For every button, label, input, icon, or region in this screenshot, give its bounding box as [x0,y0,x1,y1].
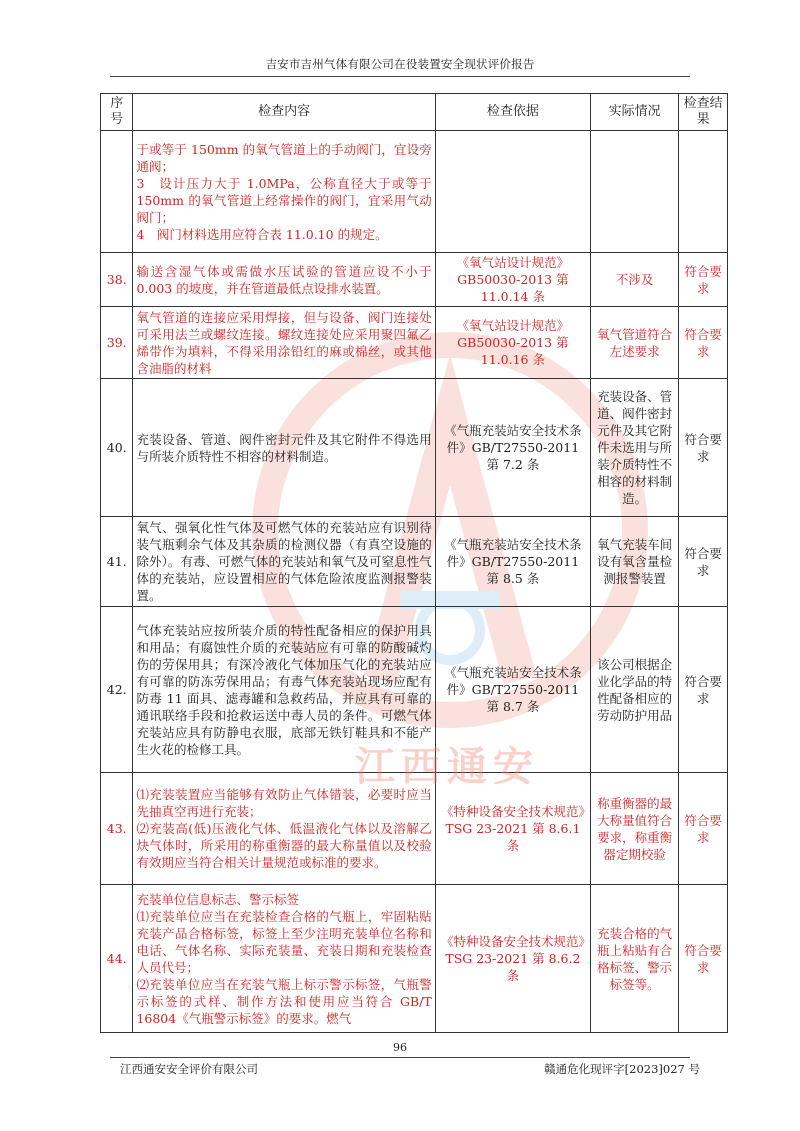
cell-basis: 《气瓶充装站安全技术条件》GB/T27550-2011 第 8.5 条 [435,517,590,607]
cell-actual: 称重衡器的最大称量值符合要求，称重衡器定期校验 [591,773,679,885]
table-row [101,607,728,773]
cell-result: 符合要求 [679,607,728,773]
cell-actual: 氧气充装车间设有氧含量检测报警装置 [591,517,679,607]
cell-actual [591,131,679,253]
content-line: 于或等于 150mm 的氧气管道上的手动阀门，宜设旁通阀； [136,141,432,174]
cell-content [133,307,435,379]
cell-result: 符合要求 [679,517,728,607]
col-header-content: 检查内容 [133,94,435,131]
col-header-actual: 实际情况 [591,94,679,131]
cell-index [101,131,133,253]
cell-content [133,773,435,885]
content-line: 输送含湿气体或需做水压试验的管道应设不小于 0.003 的坡度，并在管道最低点设排水装置。 [136,263,432,296]
cell-content [133,885,435,1033]
content-line: 氧气、强氧化性气体及可燃气体的充装站应有识别待装气瓶剩余气体及其杂质的检测仪器（有真空设施的除外）。有毒、可燃气体的充装站和氧气及可窒息性气体的充装站，应设置相应的气体危险浓度监测报警装置。 [136,520,432,603]
page-number: 96 [393,1041,407,1054]
content-line: 充装单位信息标志、警示标签 [136,891,299,907]
cell-content [133,253,435,307]
footer-company: 江西通安安全评价有限公司 [120,1062,258,1076]
cell-content [133,607,435,773]
table-row [101,885,728,1033]
content-line: ⑵充装单位应当在充装气瓶上标示警示标签，气瓶警示标签的式样、制作方法和使用应当符合 GB/T 16804《气瓶警示标签》的要求。燃气 [136,976,432,1026]
content-line: 4 阀门材料选用应符合表 11.0.10 的规定。 [136,226,388,242]
col-header-basis: 检查依据 [435,94,590,131]
cell-index: 38. [101,253,133,307]
cell-basis: 《特种设备安全技术规范》TSG 23-2021 第 8.6.1 条 [435,773,590,885]
page-header: 吉安市吉州气体有限公司在役装置安全现状评价报告 [265,57,535,71]
footer-divider [110,1057,690,1058]
cell-actual: 氧气管道符合左述要求 [591,307,679,379]
cell-index: 42. [101,607,133,773]
cell-result: 符合要求 [679,253,728,307]
cell-basis: 《气瓶充装站安全技术条件》GB/T27550-2011 第 8.7 条 [435,607,590,773]
table-header-row [101,94,728,131]
cell-result: 符合要求 [679,885,728,1033]
col-header-index: 序号 [101,94,133,131]
cell-actual: 充装设备、管道、阀件密封元件及其它附件未选用与所装介质特性不相容的材料制造。 [591,379,679,517]
cell-basis: 《特种设备安全技术规范》TSG 23-2021 第 8.6.2 条 [435,885,590,1033]
cell-result [679,131,728,253]
table-row [101,773,728,885]
cell-content [133,379,435,517]
cell-basis: 《氧气站设计规范》GB50030-2013 第 11.0.16 条 [435,307,590,379]
table-row [101,131,728,253]
cell-actual: 不涉及 [591,253,679,307]
table-row [101,517,728,607]
cell-content [133,517,435,607]
cell-basis: 《氧气站设计规范》GB50030-2013 第 11.0.14 条 [435,253,590,307]
content-line: 气体充装站应按所装介质的特性配备相应的保护用具和用品；有腐蚀性介质的充装站应有可靠的防酸碱灼伤的劳保用具；有深冷液化气体加压气化的充装站应有可靠的防冻劳保用品；有毒气体充装站现场应配有防毒 11 面具、滤毒罐和急救药品，并应具有可靠的通讯联络手段和抢救运送中毒人员的条件。可燃气体充装站应具有防静电衣服，底部无铁钉鞋具和不能产生火花的检修工具。 [136,622,432,757]
cell-index: 44. [101,885,133,1033]
content-line: 充装设备、管道、阀件密封元件及其它附件不得选用与所装介质特性不相容的材料制造。 [136,431,432,464]
cell-actual: 该公司根据企业化学品的特性配备相应的劳动防护用品 [591,607,679,773]
table-row [101,379,728,517]
footer-report-number: 赣通危化现评字[2023]027 号 [544,1062,700,1076]
cell-actual: 充装合格的气瓶上粘贴有合格标签、警示标签等。 [591,885,679,1033]
inspection-table [100,93,728,1033]
cell-index: 39. [101,307,133,379]
cell-basis: 《气瓶充装站安全技术条件》GB/T27550-2011 第 7.2 条 [435,379,590,517]
cell-result: 符合要求 [679,773,728,885]
cell-result: 符合要求 [679,307,728,379]
header-divider [110,76,690,77]
cell-basis [435,131,590,253]
content-line: ⑴充装装置应当能够有效防止气体错装，必要时应当先抽真空再进行充装； [136,787,432,819]
cell-index: 43. [101,773,133,885]
cell-index: 41. [101,517,133,607]
cell-result: 符合要求 [679,379,728,517]
content-line: ⑵充装高(低)压液化气体、低温液化气体以及溶解乙炔气体时，所采用的称重衡器的最大称量值以及校验有效期应当符合相关计量规范或标准的要求。 [136,821,432,870]
cell-index: 40. [101,379,133,517]
content-line: 氧气管道的连接应采用焊接，但与设备、阀门连接处可采用法兰或螺纹连接。螺纹连接处应采用聚四氟乙烯带作为填料，不得采用涂铅红的麻或棉丝，或其他含油脂的材料 [136,309,432,376]
watermark-text: 江西通安 [355,744,539,790]
content-line: ⑴充装单位应当在充装检查合格的气瓶上，牢固粘贴充装产品合格标签，标签上至少注明充装单位名称和电话、气体名称、实际充装量、充装日期和充装检查人员代号； [136,908,432,975]
table-row [101,307,728,379]
cell-content [133,131,435,253]
table-row [101,253,728,307]
content-line: 3 设计压力大于 1.0MPa，公称直径大于或等于 150mm 的氧气管道上经常操作的阀门，宜采用气动阀门； [136,175,432,225]
col-header-result: 检查结果 [679,94,728,131]
